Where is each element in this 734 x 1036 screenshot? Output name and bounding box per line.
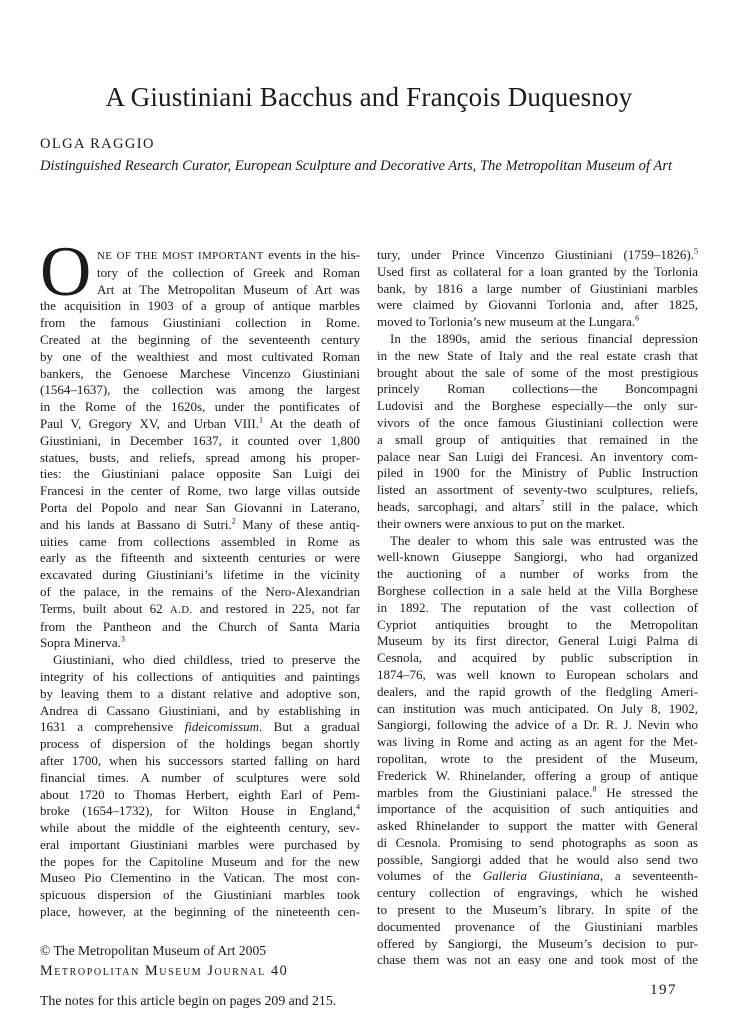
left-column — [40, 233, 360, 921]
page-number: 197 — [650, 982, 677, 998]
text-line: tury, under Prince Vincenzo Giustiniani (1759–1826).$^5$ — [377, 246, 698, 262]
text-line: palace near San Luigi dei Francesi. An inventory com- — [377, 448, 698, 464]
text-line: uities came from collections assembled in Rome as — [40, 533, 360, 549]
text-line: in the new State of Italy and the real estate crash that — [377, 347, 698, 363]
text-line: century collection of engravings, which he wished — [377, 885, 698, 901]
text-line: a small group of antiquities that remained in the — [377, 431, 698, 447]
text-line: possible, Sangiorgi added that he would also send two — [377, 851, 698, 867]
text-line: importance of the acquisition of such antiquities and — [377, 801, 698, 817]
text-line: piled in 1900 for the Ministry of Public Instruction — [377, 465, 698, 481]
text-line: integrity of his collections of antiquities and paintings — [40, 668, 360, 684]
text-line: early as the fifteenth and sixteenth centuries or were — [40, 550, 360, 566]
text-line: asked Rhinelander to support the matter with General — [377, 818, 698, 834]
text-line: their owners were anxious to put on the market. — [377, 515, 626, 531]
text-line: (1564–1637), the collection was among the largest — [40, 382, 360, 398]
notes-reference-line: The notes for this article begin on pages 209 and 215. — [40, 993, 337, 1008]
text-line: heads, sarcophagi, and altars$^7$ still in the palace, which — [377, 498, 698, 514]
drop-cap: O — [40, 233, 92, 311]
text-line: documented provenance of the Giustiniani marbles — [377, 918, 698, 934]
text-line: 1874–76, was well known to European scholars and — [377, 666, 698, 682]
text-line: 1631 a comprehensive fideicomissum. But a gradual — [40, 719, 360, 735]
text-line: the acquisition in 1903 of a group of antique marbles — [40, 298, 360, 314]
text-line: Paul V, Gregory XV, and Urban VIII.$^1$ At the death of — [40, 415, 360, 431]
paragraph — [377, 247, 698, 331]
text-line: princely Roman collections—the Boncompagni — [377, 381, 698, 397]
text-line: in the Rome of the 1620s, under the pontificates of — [40, 399, 360, 415]
text-line: from the Pantheon and the Church of Santa Maria — [40, 618, 360, 634]
text-line: vivors of the once famous Giustiniani collection were — [377, 414, 698, 430]
text-line: Museo Pio Clementino in the Vatican. The most con- — [40, 870, 360, 886]
text-line: brought about the sale of some of the most prestigious — [377, 364, 698, 380]
text-line: in 1892. The reputation of the vast collection of — [377, 599, 698, 615]
text-line: by leaving them to a distant relative and adoptive son, — [40, 685, 360, 701]
text-line: Cesnola, and acquired by public subscription in — [377, 650, 698, 666]
author-affiliation: Distinguished Research Curator, European Sculpture and Decorative Arts, The Metropolitan Museum of Art — [40, 158, 673, 174]
right-column — [377, 247, 698, 969]
text-line: listed an assortment of seventy-two sculptures, reliefs, — [377, 482, 698, 498]
text-line: moved to Torlonia’s new museum at the Lungara.$^6$ — [377, 313, 640, 330]
text-line: volumes of the Galleria Giustiniana, a seventeenth- — [377, 868, 698, 884]
text-line: Giustiniani, in December 1637, it counted over 1,800 — [40, 432, 360, 448]
text-line: was living in Rome and acting as an agent for the Met- — [377, 734, 698, 750]
text-line: excavated during Giustiniani’s lifetime in the vicinity — [40, 567, 360, 583]
text-line: eral important Giustiniani marbles were purchased by — [40, 836, 360, 852]
text-line: Porta del Popolo and near San Giovanni in Laterano, — [40, 499, 360, 515]
text-line: Used first as collateral for a loan granted by the Torlonia — [377, 263, 698, 279]
paragraph — [40, 652, 360, 921]
text-line: chase them was not an easy one and took most of the — [377, 952, 698, 968]
text-line: di Cesnola. Promising to send photographs as soon as — [377, 834, 698, 850]
text-line: Created at the beginning of the seventeenth century — [40, 331, 360, 347]
text-line: about 1720 to Thomas Herbert, eighth Earl of Pem- — [40, 786, 360, 802]
article-footer — [40, 940, 370, 1011]
text-line: ties: the Giustiniani palace opposite San Luigi dei — [40, 466, 360, 482]
text-line: The dealer to whom this sale was entrusted was the — [390, 532, 698, 548]
text-line: well-known Giuseppe Sangiorgi, who had organized — [377, 549, 698, 565]
text-line: Sangiorgi, following the advice of a Dr. R. J. Nevin who — [377, 717, 698, 733]
text-line: bank, by 1816 a large number of Giustiniani marbles — [377, 280, 698, 296]
text-line: In the 1890s, amid the serious financial depression — [390, 330, 698, 346]
article-title: A Giustiniani Bacchus and François Duquesnoy — [105, 82, 633, 112]
paragraph — [40, 233, 360, 652]
text-line: broke (1654–1732), for Wilton House in England,$^4$ — [40, 802, 360, 819]
text-line: the popes for the Capitoline Museum and for the new — [40, 853, 360, 869]
text-line: while about the middle of the eighteenth century, sev- — [40, 820, 360, 836]
text-line: Borghese collection in a sale held at the Villa Borghese — [377, 582, 698, 598]
text-line: dealers, and the rapid growth of the fledgling Ameri- — [377, 683, 698, 699]
text-line: offered by Sangiorgi, the Museum’s decision to pur- — [377, 935, 698, 951]
text-line: Frederick W. Rhinelander, offering a group of antique — [377, 767, 698, 783]
text-line: can institution was much anticipated. On July 8, 1902, — [377, 700, 698, 716]
text-line: Francesi in the center of Rome, two large villas outside — [40, 483, 360, 499]
text-line: were claimed by Giovanni Torlonia and, after 1825, — [377, 297, 698, 313]
text-line: to present to the Museum’s library. In spite of the — [377, 902, 698, 918]
text-line: Andrea di Cassano Giustiniani, and by establishing in — [40, 702, 360, 718]
text-line: Cypriot antiquities brought to the Metropolitan — [377, 616, 698, 632]
text-line: Terms, built about 62 A.D. and restored in 225, not far — [40, 600, 360, 616]
text-line: marbles from the Giustiniani palace.$^8$ He stressed the — [377, 784, 698, 800]
text-line: the auctioning of a number of works from the — [377, 566, 698, 582]
paragraph — [377, 331, 698, 533]
text-line: statues, busts, and reliefs, spread among his proper- — [40, 449, 360, 465]
text-line: process of dispersion of the holdings began shortly — [40, 736, 360, 752]
text-line: Giustiniani, who died childless, tried to preserve the — [53, 652, 360, 668]
text-line: financial times. A number of sculptures were sold — [40, 769, 360, 785]
text-line: Sopra Minerva.$^3$ — [40, 635, 125, 651]
author-name: OLGA RAGGIO — [40, 136, 155, 152]
text-line: ropolitan, wrote to the president of the Museum, — [377, 750, 698, 766]
text-line: place, however, at the beginning of the nineteenth cen- — [40, 904, 360, 920]
journal-title-line: Metropolitan Museum Journal 40 — [40, 963, 289, 979]
text-line: bankers, the Genoese Marchese Vincenzo Giustiniani — [40, 365, 360, 381]
text-line: Museum by its first director, General Luigi Palma di — [377, 633, 698, 649]
text-line: and his lands at Bassano di Sutri.$^2$ Many of these antiq- — [40, 516, 360, 532]
copyright-line: © The Metropolitan Museum of Art 2005 — [40, 943, 267, 958]
text-line: from the famous Giustiniani collection in Rome. — [40, 315, 360, 331]
text-line: by one of the wealthiest and most cultivated Roman — [40, 348, 360, 364]
text-line: NE OF THE MOST IMPORTANT events in the his- — [97, 247, 360, 262]
text-line: tory of the collection of Greek and Roman — [97, 264, 360, 280]
text-line: Art at The Metropolitan Museum of Art was — [97, 281, 360, 297]
text-line: spicuous dispersion of the Giustiniani marbles took — [40, 887, 360, 903]
text-line: of the palace, in the remains of the Nero-Alexandrian — [40, 583, 360, 599]
text-line: after 1700, when his successors started falling on hard — [40, 752, 360, 768]
paragraph — [377, 533, 698, 970]
text-line: Ludovisi and the Borghese especially—the only sur- — [377, 398, 698, 414]
